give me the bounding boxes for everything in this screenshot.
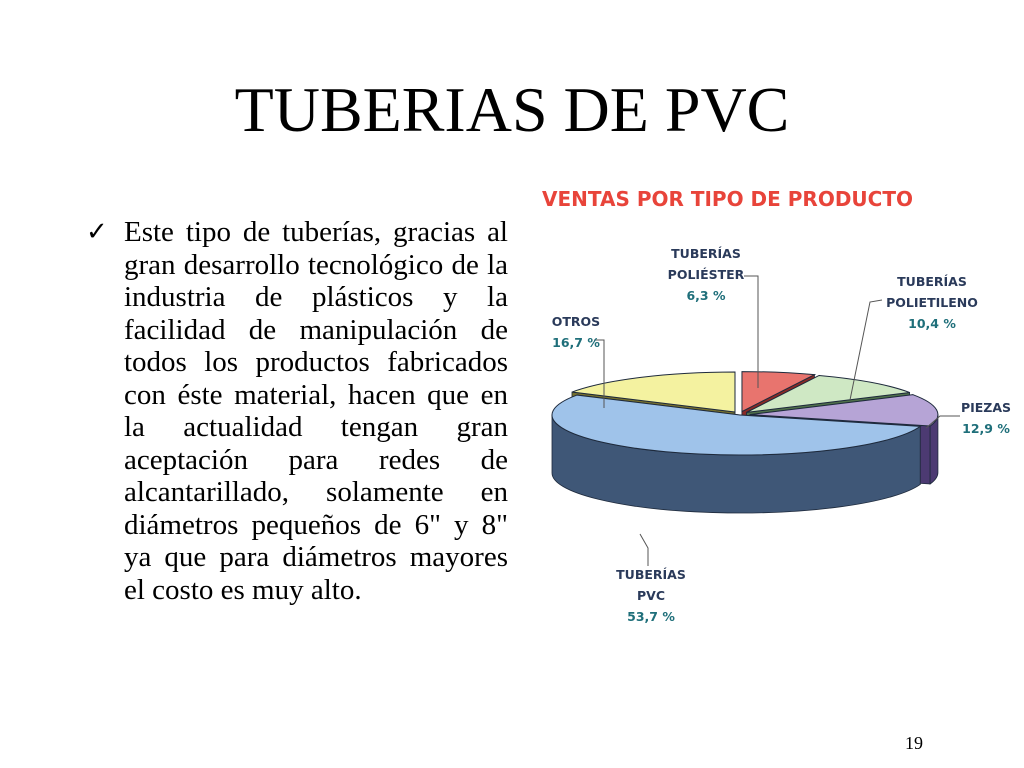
slice-label: POLIÉSTER bbox=[667, 267, 745, 282]
bullet-text: Este tipo de tuberías, gracias al gran desarrollo tecnológico de la industria de plásticos y la facilidad de manipulación de todos los productos fabricados con éste material, hacen que en la actualidad tengan gran aceptación para redes de alcantarillado, solamente en diámetros pequeños de 6" y 8" ya que para diámetros mayores el costo es muy alto. bbox=[124, 216, 508, 606]
slice-value-label: 6,3 % bbox=[686, 288, 726, 303]
slice-value-label: 10,4 % bbox=[908, 316, 956, 331]
bullet-paragraph bbox=[86, 216, 508, 606]
pie-chart bbox=[520, 170, 1012, 640]
slide-title: TUBERIAS DE PVC bbox=[234, 74, 790, 145]
pie-chart-svg bbox=[520, 170, 1012, 640]
slice-label-group bbox=[668, 246, 758, 388]
slice-label: PIEZAS bbox=[960, 400, 1012, 415]
slice-label: TUBERÍAS bbox=[897, 274, 967, 289]
slice-label-group bbox=[926, 400, 1011, 436]
slice-value-label: 53,7 % bbox=[627, 609, 675, 624]
page-number: 19 bbox=[905, 733, 923, 753]
slice-value-label: 16,7 % bbox=[552, 335, 600, 350]
slice-label: TUBERÍAS bbox=[671, 246, 741, 261]
slice-label: PVC bbox=[636, 588, 666, 603]
checkmark-bullet-icon: ✓ bbox=[86, 217, 108, 247]
slice-label-group bbox=[850, 274, 978, 400]
slice-label-group bbox=[616, 534, 686, 624]
slice-label: TUBERÍAS bbox=[616, 567, 686, 582]
chart-title: VENTAS POR TIPO DE PRODUCTO bbox=[542, 187, 913, 211]
leader-line bbox=[640, 534, 648, 566]
slice-label: OTROS bbox=[551, 314, 601, 329]
pie-slices bbox=[552, 372, 938, 513]
slice-label: POLIETILENO bbox=[886, 295, 978, 310]
slice-value-label: 12,9 % bbox=[962, 421, 1010, 436]
